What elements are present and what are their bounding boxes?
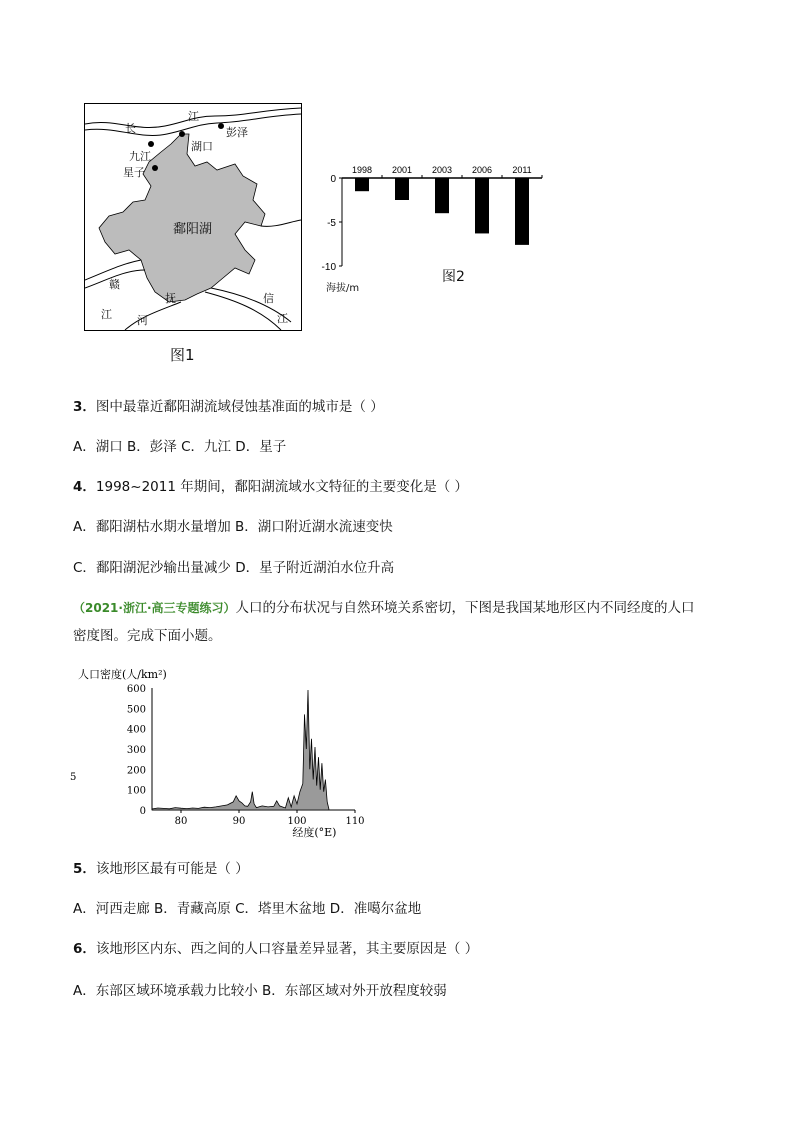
figure2-bar (475, 178, 489, 233)
map-label-he: 河 (137, 314, 148, 327)
figure2-caption: 图2 (442, 269, 465, 285)
jiujiang-dot (148, 141, 154, 147)
figure3-ylabel: 人口密度(人/km²) (78, 668, 167, 681)
figure3-ytick-label: 100 (126, 785, 146, 797)
map-label-jiujiang: 九江 (129, 150, 151, 163)
figure1-map (84, 103, 302, 331)
figure2-category-label: 2001 (391, 165, 413, 175)
figure2-category-label: 2003 (431, 165, 453, 175)
question-4: 4．1998~2011 年期间，鄱阳湖流域水文特征的主要变化是（ ） (73, 479, 469, 495)
figure3-side-mark: 5 (70, 772, 77, 783)
map-label-chang: 长 (125, 122, 136, 135)
figure3-xtick-label: 80 (174, 816, 188, 827)
figure2-bar (395, 178, 409, 200)
fu-river (125, 302, 181, 330)
figure2-category-label: 2011 (512, 165, 532, 175)
figure3-ytick-label: 600 (126, 684, 146, 695)
figure3-density-chart (70, 662, 400, 840)
intro-line-1: （2021·浙江·高三专题练习）人口的分布状况与自然环境关系密切，下图是我国某地形区内不同经度的人口 (73, 600, 695, 616)
figure3-ytick-label: 300 (126, 745, 146, 756)
map-label-gan: 赣 (109, 278, 120, 291)
figure3-xlabel: 经度(°E) (292, 826, 337, 839)
map-label-fu: 抚 (165, 292, 176, 305)
question-5: 5．该地形区最有可能是（ ） (73, 861, 249, 877)
figure3-ytick-label: 200 (126, 765, 146, 777)
figure2-bar (355, 178, 369, 191)
map-label-xingzi: 星子 (123, 166, 145, 179)
map-label-pengze: 彭泽 (226, 126, 248, 139)
map-label-jiang-left: 江 (101, 308, 112, 321)
figure2-bar (515, 178, 529, 245)
figure2-ytick-label: 0 (330, 174, 336, 185)
figure3-xtick-label: 110 (345, 816, 365, 827)
map-label-hukou: 湖口 (191, 140, 213, 153)
figure3-ytick-label: 400 (126, 724, 146, 736)
source-tag: （2021·浙江·高三专题练习） (73, 601, 236, 615)
question-5-options: A．河西走廊 B．青藏高原 C．塔里木盆地 D．准噶尔盆地 (73, 901, 422, 917)
figure3-ytick-label: 0 (139, 806, 146, 817)
figure2-bar-chart (320, 160, 550, 290)
pengze-dot (218, 123, 224, 129)
map-label-xin: 信 (263, 292, 274, 305)
intro-line-2: 密度图。完成下面小题。 (73, 628, 222, 644)
figure2-category-label: 2006 (471, 165, 493, 175)
figure2-bar (435, 178, 449, 213)
figure2-ytick-label: -10 (321, 262, 336, 273)
figure2-ytick-label: -5 (327, 218, 336, 229)
question-4-options-2: C．鄱阳湖泥沙输出量减少 D．星子附近湖泊水位升高 (73, 560, 395, 576)
figure3-area-series (152, 690, 329, 810)
question-3-options: A．湖口 B．彭泽 C．九江 D．星子 (73, 439, 287, 455)
question-6: 6．该地形区内东、西之间的人口容量差异显著，其主要原因是（ ） (73, 941, 479, 957)
question-3: 3．图中最靠近鄱阳湖流域侵蚀基准面的城市是（ ） (73, 399, 384, 415)
map-label-jiang-right: 江 (277, 312, 288, 325)
map-label-lake: 鄱阳湖 (173, 222, 213, 237)
hukou-dot (179, 131, 185, 137)
figure3-xtick-label: 90 (232, 816, 246, 827)
question-6-options: A．东部区域环境承载力比较小 B．东部区域对外开放程度较弱 (73, 983, 447, 999)
map-label-jiang-top: 江 (188, 110, 199, 123)
figure3-ytick-label: 500 (126, 704, 146, 716)
question-4-options-1: A．鄱阳湖枯水期水量增加 B．湖口附近湖水流速变快 (73, 519, 393, 535)
xingzi-dot (152, 165, 158, 171)
figure3-xtick-label: 100 (287, 816, 307, 827)
figure2-category-label: 1998 (351, 165, 373, 175)
figure1-caption: 图1 (170, 346, 195, 364)
figure2-ylabel: 海拔/m (326, 283, 360, 294)
